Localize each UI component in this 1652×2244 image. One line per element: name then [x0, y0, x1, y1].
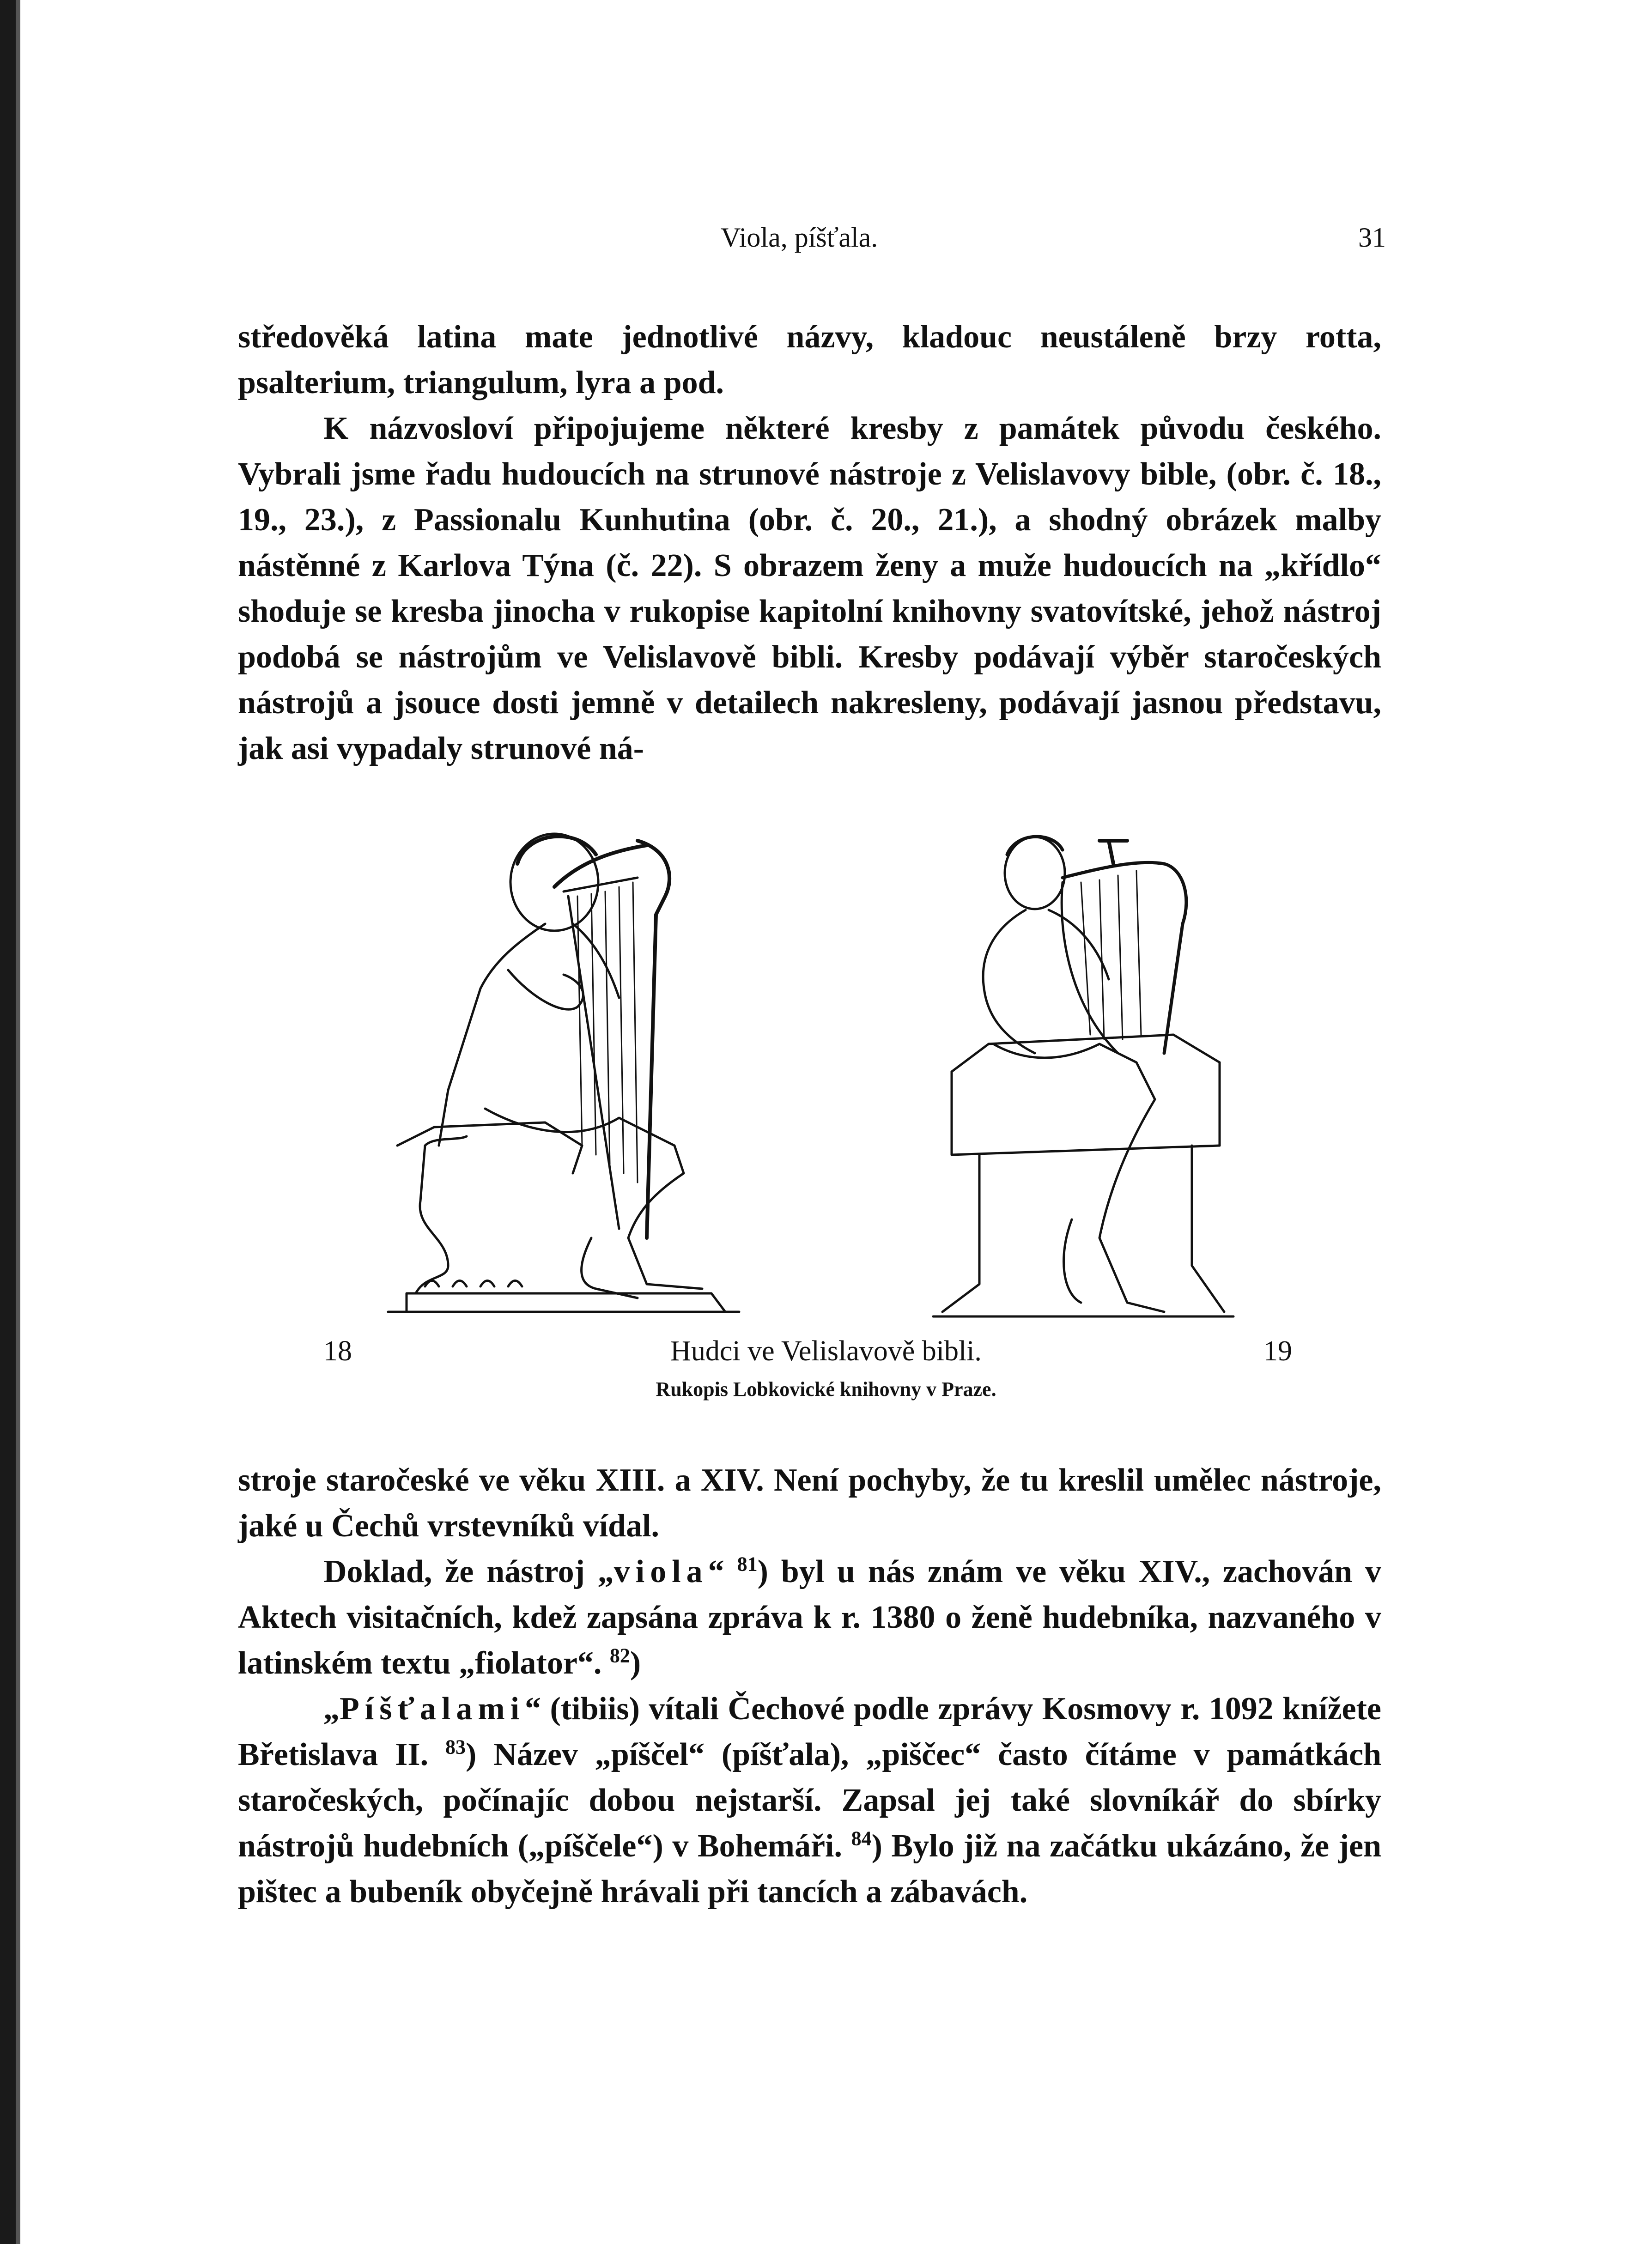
- footnote-ref: 84: [851, 1827, 872, 1850]
- body-text-top: [238, 314, 1381, 771]
- page-number: 31: [1358, 222, 1386, 253]
- scan-border: [0, 0, 16, 2244]
- paragraph: K názvosloví připojujeme některé kresby z památek původu českého. Vybrali jsme řadu hudoucích na strunové nástroje z Velislavovy bible, (obr. č. 18., 19., 23.), z Passionalu Kunhutina (obr. č. 20., 21.), a shodný obrázek malby nástěnné z Karlova Týna (č. 22). S obrazem ženy a muže hudoucích na „křídlo“ shoduje se kresba jinocha v rukopise kapitolní knihovny svatovítské, jehož nástroj podobá se nástrojům ve Velislavově bibli. Kresby podávají výběr staročeských nástrojů a jsouce dosti jemně v detailech nakresleny, podávají jasnou představu, jak asi vypadaly strunové ná-: [238, 411, 1381, 766]
- figure-number-18: 18: [323, 1335, 352, 1367]
- scan-border-shadow: [16, 0, 20, 2244]
- footnote-ref: 83: [445, 1735, 466, 1759]
- spaced-term: Píšťalami: [340, 1691, 525, 1727]
- spaced-term: viola: [613, 1554, 708, 1589]
- lyre-player-figure-19: [933, 837, 1233, 1316]
- figure-subcaption: Rukopis Lobkovické knihovny v Praze.: [656, 1378, 996, 1401]
- figure-caption: Hudci ve Velislavově bibli.: [670, 1335, 982, 1367]
- body-text-bottom: [238, 1457, 1381, 1915]
- running-head: Viola, píšťala.: [721, 222, 878, 253]
- footnote-ref: 82: [609, 1644, 630, 1667]
- figure-number-19: 19: [1263, 1335, 1292, 1367]
- paragraph: stroje staročeské ve věku XIII. a XIV. Není pochyby, že tu kreslil umělec nástroje, jaké u Čechů vrstevníků vídal.: [238, 1462, 1381, 1544]
- paragraph: středověká latina mate jednotlivé názvy, kladouc neustáleně brzy rotta, psalterium, triangulum, lyra a pod.: [238, 319, 1381, 400]
- footnote-ref: 81: [737, 1553, 758, 1576]
- harpist-figure-18: [388, 834, 739, 1312]
- figure-harpists-illustration: [379, 822, 1257, 1330]
- paragraph: Doklad, že nástroj „viola“ $^{81}$) byl u nás znám ve věku XIV., zachován v Aktech visitačních, kdež zapsána zpráva k r. 1380 o ženě hudebníka, nazvaného v latinském textu „fiolator“. $^{82}$): [238, 1553, 1381, 1681]
- paragraph: „Píšťalami“ (tibiis) vítali Čechové podle zprávy Kosmovy r. 1092 knížete Břetislava II. $^{83}$) Název „píščel“ (píšťala), „piščec“ často čítáme v památkách staročeských, počínajíc dobou nejstarší. Zapsal jej také slovníkář do sbírky nástrojů hudebních („píščele“) v Bohemáři. $^{84}$) Bylo již na začátku ukázáno, že jen pištec a bubeník obyčejně hrávali při tancích a zábavách.: [238, 1691, 1382, 1910]
